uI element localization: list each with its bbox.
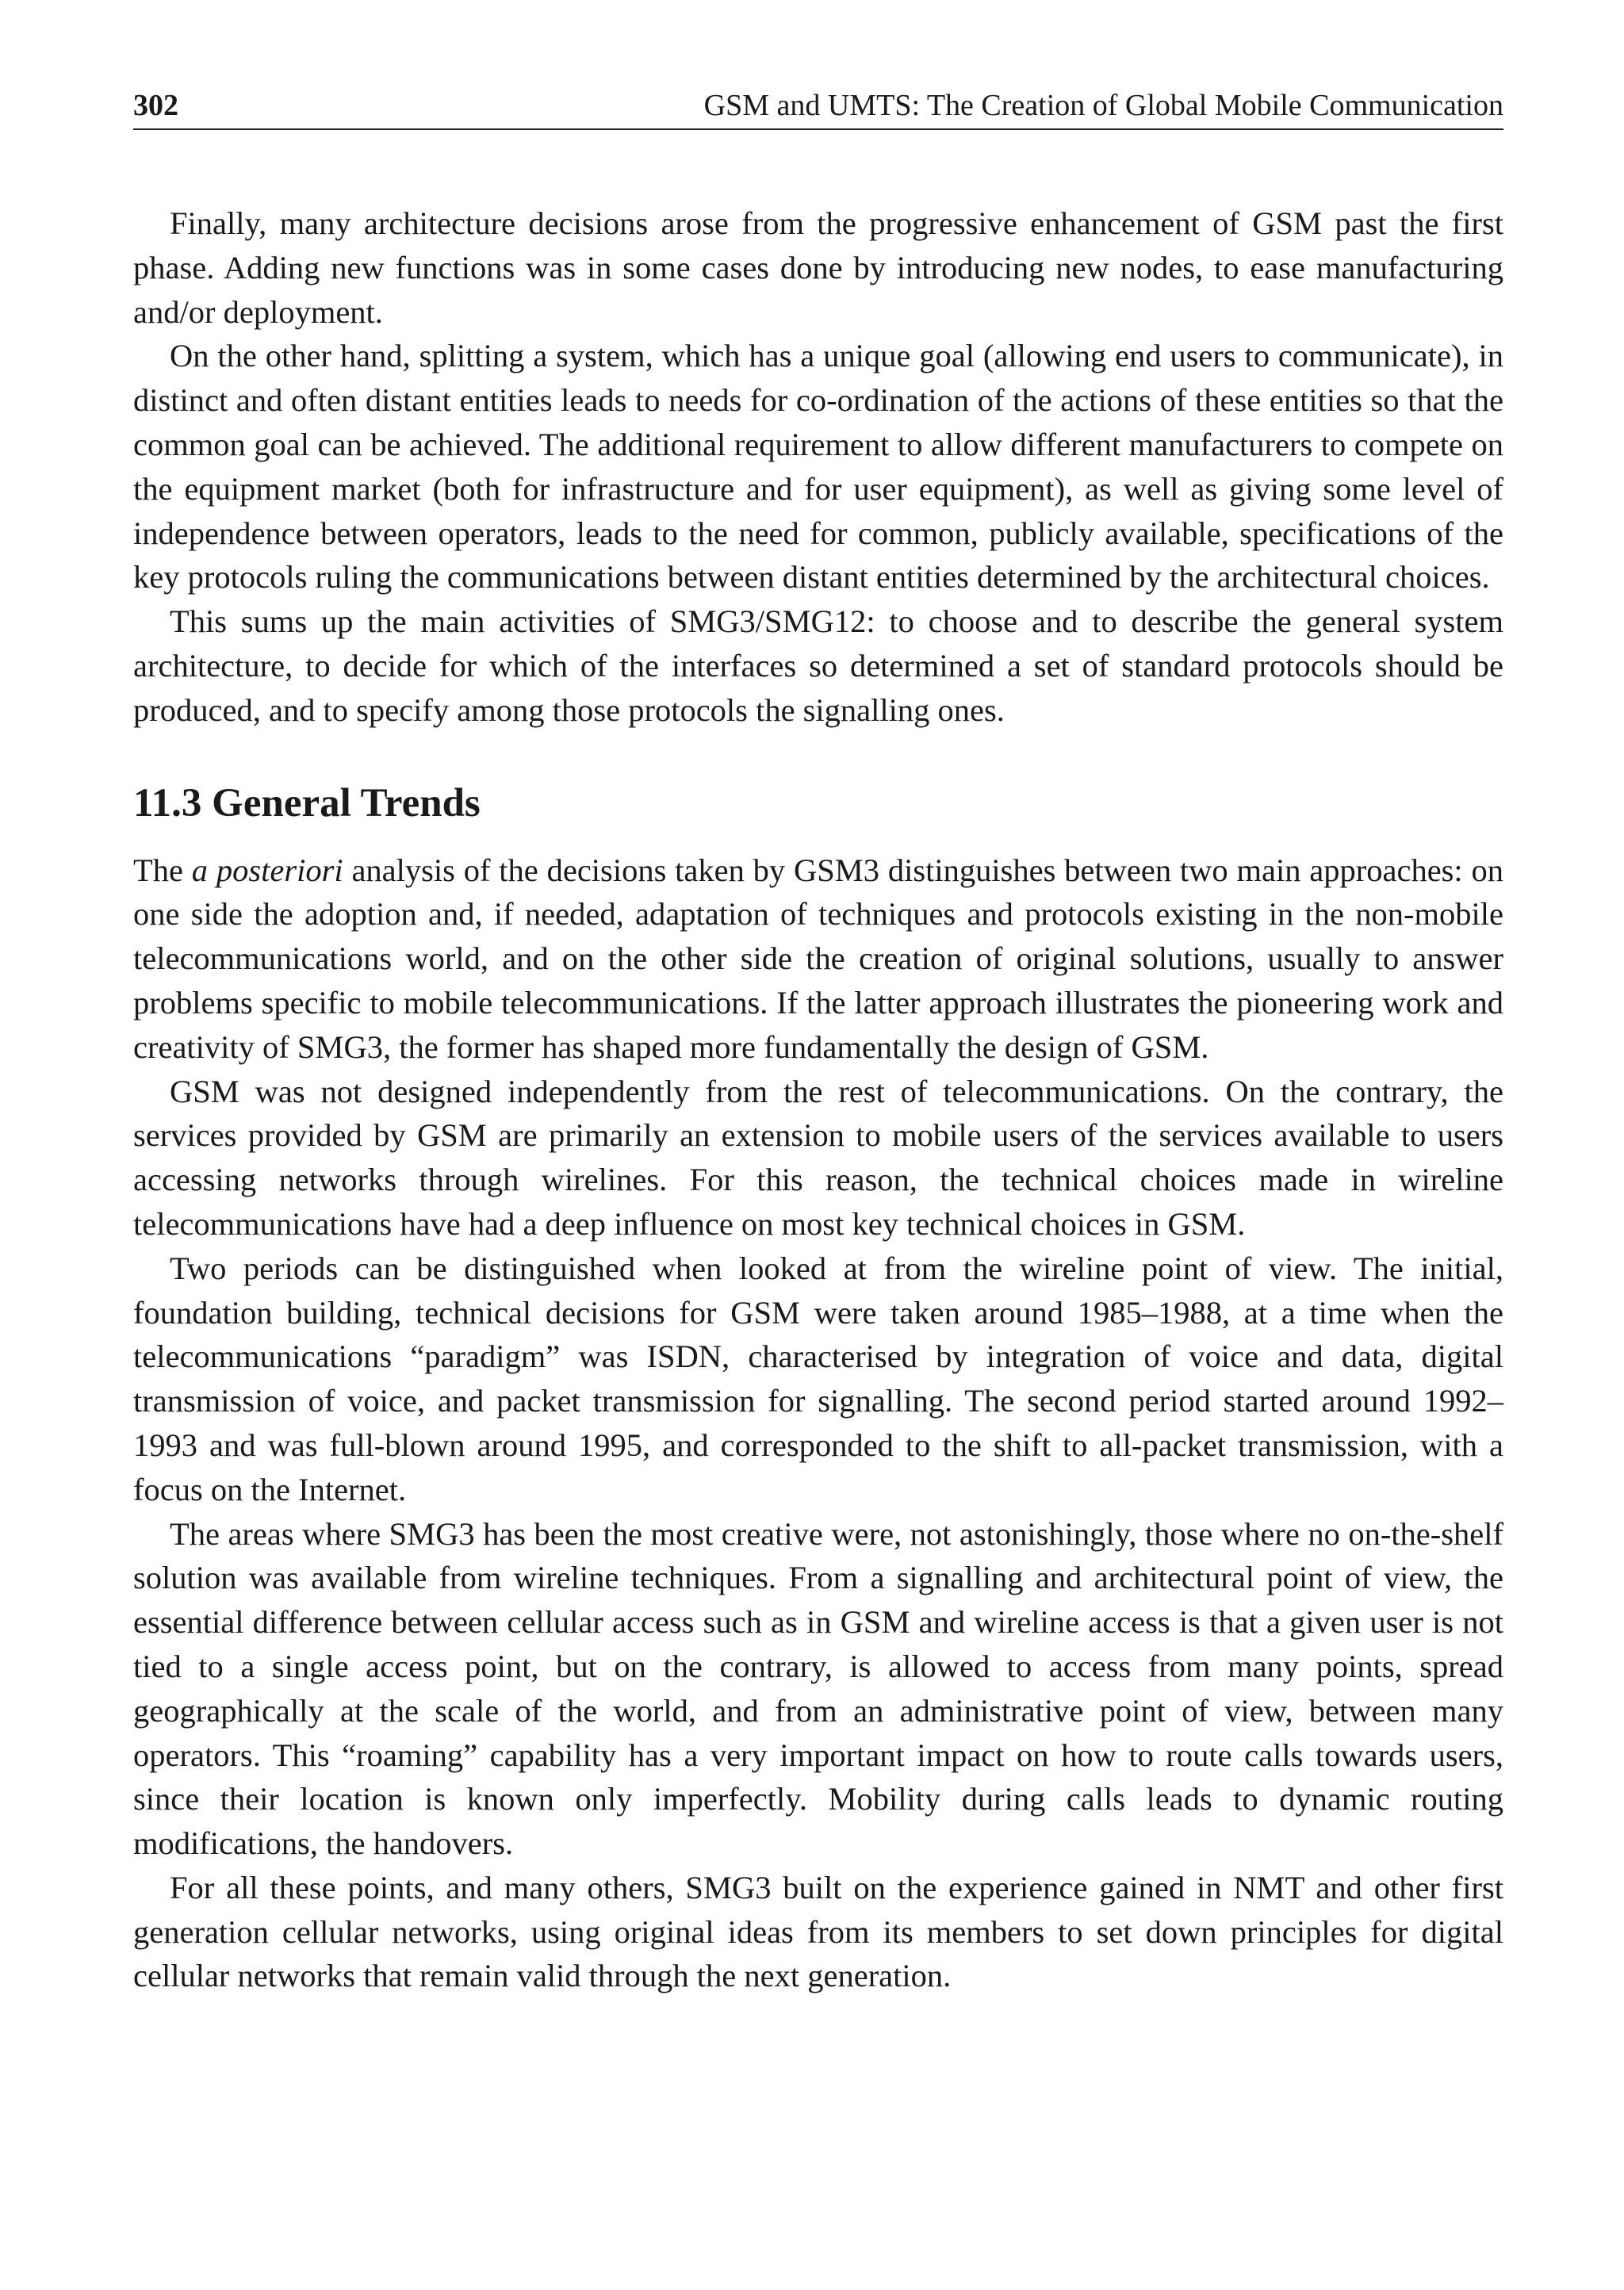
emphasis-text: a posteriori <box>191 852 343 888</box>
paragraph: This sums up the main activities of SMG3/SMG12: to choose and to describe the general system architecture, to decide for which of the interfaces so determined a set of standard protocols should be produced, and to specify among those protocols the signalling ones. <box>133 603 1503 728</box>
book-title: GSM and UMTS: The Creation of Global Mobile Communication <box>703 89 1503 122</box>
paragraph-lead: The <box>133 852 192 888</box>
running-head <box>133 82 1503 130</box>
paragraph: GSM was not designed independently from the rest of telecommunications. On the contrary, the services provided by GSM are primarily an extension to mobile users of the services available to users accessing networks through wirelines. For this reason, the technical choices made in wireline telecommunications have had a deep influence on most key technical choices in GSM. <box>133 1073 1503 1242</box>
body-text <box>133 201 1503 1998</box>
paragraph: For all these points, and many others, SMG3 built on the experience gained in NMT and other first generation cellular networks, using original ideas from its members to set down principles for digital cellular networks that remain valid through the next generation. <box>133 1869 1503 1994</box>
page-number: 302 <box>133 89 178 122</box>
paragraph: Finally, many architecture decisions arose from the progressive enhancement of GSM past the first phase. Adding new functions was in some cases done by introducing new nodes, to ease manufacturing and/or deployment. <box>133 205 1503 330</box>
paragraph: On the other hand, splitting a system, which has a unique goal (allowing end users to communicate), in distinct and often distant entities leads to needs for co-ordination of the actions of these entities so that the common goal can be achieved. The additional requirement to allow different manufacturers to compete on the equipment market (both for infrastructure and for user equipment), as well as giving some level of independence between operators, leads to the need for common, publicly available, specifications of the key protocols ruling the communications between distant entities determined by the architectural choices. <box>133 338 1503 595</box>
paragraph: Two periods can be distinguished when looked at from the wireline point of view. The initial, foundation building, technical decisions for GSM were taken around 1985–1988, at a time when the telecommunications “paradigm” was ISDN, characterised by integration of voice and data, digital transmission of voice, and packet transmission for signalling. The second period started around 1992–1993 and was full-blown around 1995, and corresponded to the shift to all-packet transmission, with a focus on the Internet. <box>133 1250 1503 1507</box>
paragraph-rest: analysis of the decisions taken by GSM3 distinguishes between two main approaches: on one side the adoption and, if needed, adaptation of techniques and protocols existing in the non-mobile telecommunications world, and on the other side the creation of original solutions, usually to answer problems specific to mobile telecommunications. If the latter approach illustrates the pioneering work and creativity of SMG3, the former has shaped more fundamentally the design of GSM. <box>133 852 1504 1065</box>
section-heading: 11.3 General Trends <box>133 780 481 825</box>
paragraph: The areas where SMG3 has been the most creative were, not astonishingly, those where no on-the-shelf solution was available from wireline techniques. From a signalling and architectural point of view, the essential difference between cellular access such as in GSM and wireline access is that a given user is not tied to a single access point, but on the contrary, is allowed to access from many points, spread geographically at the scale of the world, and from an administrative point of view, between many operators. This “roaming” capability has a very important impact on how to route calls towards users, since their location is known only imperfectly. Mobility during calls leads to dynamic routing modifications, the handovers. <box>133 1515 1503 1862</box>
section-first-paragraph <box>133 848 1503 1070</box>
